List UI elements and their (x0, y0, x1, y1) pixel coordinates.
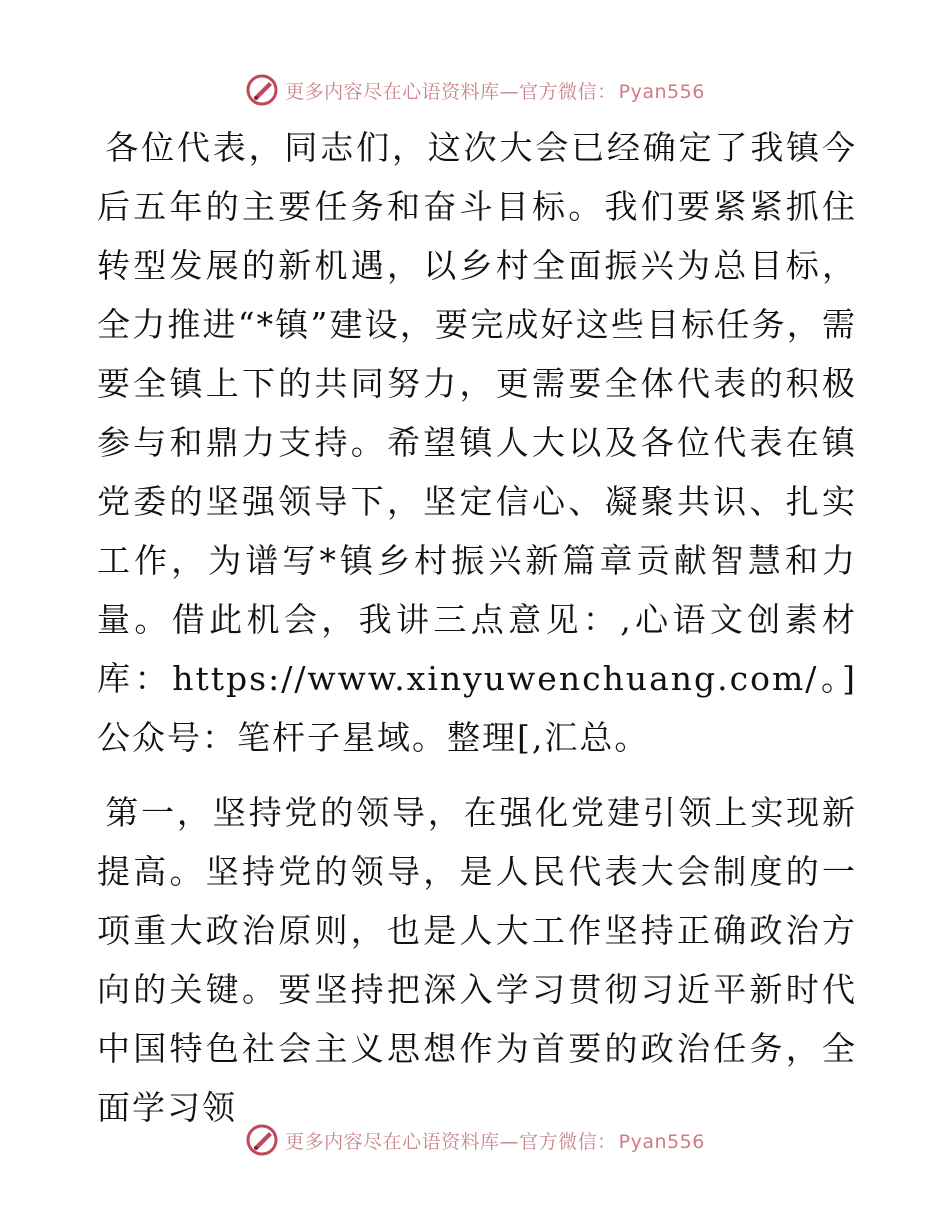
header-watermark-handle: Pyan556 (618, 80, 705, 103)
document-body (97, 118, 857, 1137)
footer-watermark-banner (0, 1120, 950, 1160)
red-circle-pen-logo-icon (245, 1123, 279, 1157)
footer-watermark-label: 更多内容尽在心语资料库—官方微信： (285, 1130, 617, 1153)
red-circle-pen-logo-icon (245, 73, 279, 107)
paragraph-first-point: 第一，坚持党的领导，在强化党建引领上实现新提高。坚持党的领导，是人民代表大会制度的一项重大政治原则，也是人大工作坚持正确政治方向的关键。要坚持把深入学习贯彻习近平新时代中国特色社会主义思想作为首要的政治任务，全面学习领 (97, 793, 857, 1127)
footer-watermark-text (285, 1127, 705, 1154)
header-watermark-text (285, 77, 705, 104)
footer-watermark-handle: Pyan556 (618, 1130, 705, 1153)
paragraph-opening: 各位代表，同志们，这次大会已经确定了我镇今后五年的主要任务和奋斗目标。我们要紧紧抓住转型发展的新机遇，以乡村全面振兴为总目标，全力推进“*镇”建设，要完成好这些目标任务，需要全镇上下的共同努力，更需要全体代表的积极参与和鼎力支持。希望镇人大以及各位代表在镇党委的坚强领导下，坚定信心、凝聚共识、扎实工作，为谱写*镇乡村振兴新篇章贡献智慧和力量。借此机会，我讲三点意见：,心语文创素材库：https://www.xinyuwenchuang.com/。]公众号：笔杆子星域。整理[,汇总。 (97, 128, 857, 757)
header-watermark-label: 更多内容尽在心语资料库—官方微信： (285, 80, 617, 103)
header-watermark-banner (0, 70, 950, 110)
